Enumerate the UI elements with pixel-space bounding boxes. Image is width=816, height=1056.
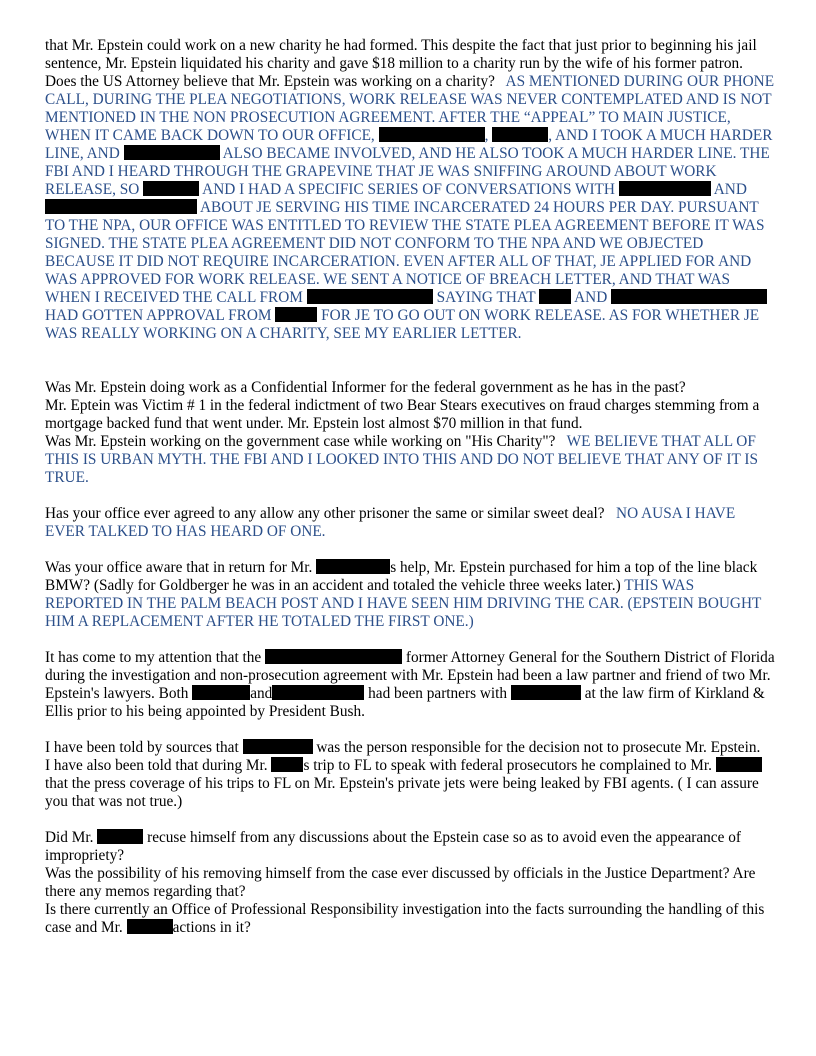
question-text: Was your office aware that in return for Mr. [45,559,313,576]
response-text: AND [713,181,747,198]
redaction-block [275,307,317,322]
body-text: had been partners with [368,685,508,702]
question-text: Was the possibility of his removing himself from the case ever discussed by officials in the Justice Department? Are there any memos regarding that? [45,865,756,900]
question-text: s help, Mr. Epstein purchased for him a top of the line black BMW? (Sadly for Goldberger he was in an accident and totaled the vehicle three weeks later.) [45,559,758,594]
redaction-block [511,685,581,700]
body-text: former Attorney General for the Southern District of Florida during the investigation and non-prosecution agreement with Mr. Epstein had been a law partner and friend of two Mr. Epstein's lawyers. Both [45,649,775,702]
body-text: I have been told by sources that [45,739,239,756]
question-text: Has your office ever agreed to any allow any other prisoner the same or similar sweet deal? [45,505,605,522]
body-text: and [250,685,273,702]
response-text: WE BELIEVE THAT ALL OF THIS IS URBAN MYTH. THE FBI AND I LOOKED INTO THIS AND DO NOT BELIEVE THAT ANY OF IT IS TRUE. [45,433,759,486]
paragraph-charity-background [45,37,776,73]
redaction-block [192,685,250,700]
body-text: at the law firm of Kirkland & Ellis prior to his being appointed by President Bush. [45,685,765,720]
response-text: , AND I TOOK A MUCH HARDER LINE, AND [45,127,773,162]
response-text: AS MENTIONED DURING OUR PHONE CALL, DURING THE PLEA NEGOTIATIONS, WORK RELEASE WAS NEVER CONTEMPLATED AND IS NOT MENTIONED IN THE NON PROSECUTION AGREEMENT. AFTER THE “APPEAL” TO MAIN JUSTICE, WHEN IT CAME BACK DOWN TO OUR OFFICE, [45,73,775,144]
response-text: AND I HAD A SPECIFIC SERIES OF CONVERSATIONS WITH [202,181,615,198]
response-text: SAYING THAT [436,289,536,306]
redaction-block [143,181,199,196]
question-text: Mr. Eptein was Victim # 1 in the federal indictment of two Bear Stears executives on fraud charges stemming from a mortgage backed fund that went under. Mr. Epstein lost almost $70 million in that fund. [45,397,760,432]
response-text: , [484,127,489,144]
response-text: THIS WAS REPORTED IN THE PALM BEACH POST AND I HAVE SEEN HIM DRIVING THE CAR. (EPSTEIN BOUGHT HIM A REPLACEMENT AFTER HE TOTALED THE FIRST ONE.) [45,577,762,630]
redaction-block [97,829,143,844]
body-text: that the press coverage of his trips to FL on Mr. Epstein's private jets were being leaked by FBI agents. ( I can assure you that was not true.) [45,775,759,810]
question-text: Was Mr. Epstein doing work as a Confidential Informer for the federal government as he has in the past? [45,379,686,396]
redaction-block [492,127,548,142]
redaction-block [316,559,390,574]
body-text: was the person responsible for the decision not to prosecute Mr. Epstein. [316,739,761,756]
redaction-block [307,289,433,304]
redaction-block [127,919,173,934]
response-text: HAD GOTTEN APPROVAL FROM [45,307,272,324]
redaction-block [539,289,571,304]
question-text: recuse himself from any discussions about the Epstein case so as to avoid even the appearance of impropriety? [45,829,741,864]
response-text: AND [574,289,608,306]
body-text: I have also been told that during Mr. [45,757,268,774]
redaction-block [45,199,197,214]
paragraph-sources [45,739,776,811]
question-text: Does the US Attorney believe that Mr. Epstein was working on a charity? [45,73,495,90]
redaction-block [611,289,767,304]
paragraph-law-partner [45,649,776,721]
question-text: Did Mr. [45,829,94,846]
response-text: ABOUT JE SERVING HIS TIME INCARCERATED 24 HOURS PER DAY. PURSUANT TO THE NPA, OUR OFFICE WAS ENTITLED TO REVIEW THE STATE PLEA AGREEMENT BEFORE IT WAS SIGNED. THE STATE PLEA AGREEMENT DID NOT CONFORM TO THE NPA AND WE OBJECTED BECAUSE IT DID NOT REQUIRE INCARCERATION. EVEN AFTER ALL OF THAT, JE APPLIED FOR AND WAS APPROVED FOR WORK RELEASE. WE SENT A NOTICE OF BREACH LETTER, AND THAT WAS WHEN I RECEIVED THE CALL FROM [45,199,765,306]
response-text: ALSO BECAME INVOLVED, AND HE ALSO TOOK A MUCH HARDER LINE. THE FBI AND I HEARD THROUGH THE GRAPEVINE THAT JE WAS SNIFFING AROUND ABOUT WORK RELEASE, SO [45,145,770,198]
redaction-block [716,757,762,772]
redaction-block [272,685,364,700]
redaction-block [124,145,220,160]
paragraph-sweet-deal-question [45,505,776,541]
redaction-block [619,181,711,196]
body-text: It has come to my attention that the [45,649,262,666]
response-text: FOR JE TO GO OUT ON WORK RELEASE. AS FOR WHETHER JE WAS REALLY WORKING ON A CHARITY, SEE MY EARLIER LETTER. [45,307,760,342]
charity-background-text: that Mr. Epstein could work on a new charity he had formed. This despite the fact that just prior to beginning his jail sentence, Mr. Epstein liquidated his charity and gave $18 million to a charity run by the wife of his former patron. [45,37,757,72]
response-text: NO AUSA I HAVE EVER TALKED TO HAS HEARD OF ONE. [45,505,736,540]
paragraph-informer-question [45,379,776,487]
document-page [45,37,776,937]
redaction-block [243,739,313,754]
question-text: Is there currently an Office of Professional Responsibility investigation into the facts surrounding the handling of this case and Mr. [45,901,765,936]
redaction-block [379,127,485,142]
paragraph-bmw-question [45,559,776,631]
paragraph-charity-question [45,73,776,343]
question-text: actions in it? [172,919,251,936]
body-text: s trip to FL to speak with federal prosecutors he complained to Mr. [303,757,712,774]
paragraph-recusal-questions [45,829,776,937]
redaction-block [271,757,303,772]
question-text: Was Mr. Epstein working on the government case while working on "His Charity"? [45,433,556,450]
redaction-block [265,649,402,664]
